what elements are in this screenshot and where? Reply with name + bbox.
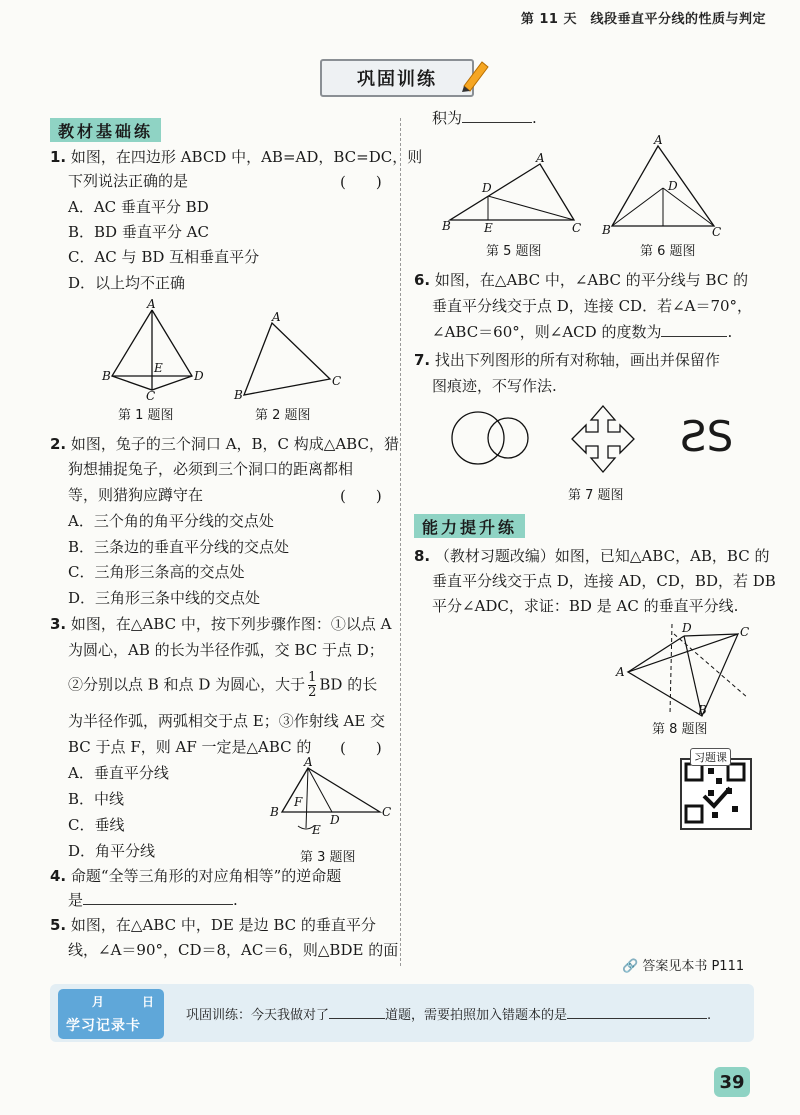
record-text-b: 道题，需要拍照加入错题本的是 — [385, 1008, 568, 1023]
q3-option-c: C．垂线 — [68, 816, 125, 834]
q3-option-a: A．垂直平分线 — [68, 764, 169, 782]
q3-text3a: ②分别以点 B 和点 D 为圆心，大于 — [68, 675, 306, 694]
svg-text:D: D — [668, 179, 678, 193]
svg-text:C: C — [146, 389, 156, 403]
svg-text:B: B — [602, 223, 611, 237]
qr-code[interactable] — [680, 758, 752, 830]
figure-6 — [600, 133, 730, 239]
record-card — [58, 989, 164, 1039]
figure-6-caption: 第 6 题图 — [640, 244, 696, 259]
q4-number: 4. — [50, 867, 67, 885]
pencil-icon — [460, 56, 490, 92]
svg-text:D: D — [194, 369, 204, 383]
q4-line1 — [50, 866, 341, 886]
svg-text:B: B — [698, 703, 707, 717]
q6-text1: 如图，在△ABC 中，∠ABC 的平分线与 BC 的 — [434, 271, 749, 289]
page-title: 巩固训练 — [320, 59, 474, 97]
svg-text:A: A — [654, 133, 663, 147]
q7-number: 7. — [414, 351, 431, 369]
q3-frac-den: 2 — [308, 685, 317, 700]
q8-line3: 平分∠ADC，求证：BD 是 AC 的垂直平分线. — [432, 597, 739, 615]
q3-line1 — [50, 614, 391, 634]
figure-3-caption: 第 3 题图 — [300, 850, 356, 865]
svg-text:B: B — [442, 219, 451, 233]
link-icon: 🔗 — [622, 959, 639, 974]
svg-text:C: C — [382, 805, 392, 819]
record-line: 巩固训练：今天我做对了 道题，需要拍照加入错题本的是 . — [186, 1008, 712, 1023]
svg-text:C: C — [740, 625, 750, 639]
q2-option-a: A．三个角的角平分线的交点处 — [68, 512, 274, 530]
svg-text:B: B — [102, 369, 111, 383]
record-text-a: 巩固训练：今天我做对了 — [186, 1008, 330, 1023]
q2-option-d: D．三角形三条中线的交点处 — [68, 589, 261, 607]
svg-text:C: C — [572, 221, 582, 235]
q1-option-b: B．BD 垂直平分 AC — [68, 223, 209, 241]
q1-text1: 如图，在四边形 ABCD 中，AB=AD，BC=DC，则 — [70, 148, 423, 166]
svg-text:A: A — [616, 665, 625, 679]
figure-1 — [100, 297, 220, 403]
q1-line2: 下列说法正确的是 — [68, 172, 189, 190]
q4-text2: 是 — [68, 891, 84, 909]
q5-number: 5. — [50, 916, 67, 934]
q6-text3: ∠ABC＝60°，则∠ACD 的度数为 — [432, 323, 662, 341]
answer-ref-text: 答案见本书 P111 — [642, 959, 745, 974]
q2-line1 — [50, 434, 399, 454]
q3-frac-num: 1 — [308, 670, 317, 685]
figure-5 — [440, 151, 590, 236]
q7-line1 — [414, 350, 720, 370]
q1-option-a: A．AC 垂直平分 BD — [68, 198, 209, 216]
svg-text:E: E — [154, 361, 163, 375]
q1-option-d: D．以上均不正确 — [68, 274, 186, 292]
q4-line2: 是 . — [68, 891, 238, 909]
q8-text1: （教材习题改编）如图，已知△ABC，AB，BC 的 — [434, 547, 770, 565]
q6-line2: 垂直平分线交于点 D，连接 CD．若∠A＝70°， — [432, 297, 753, 315]
svg-text:D: D — [682, 621, 692, 635]
svg-text:A: A — [147, 297, 156, 311]
svg-text:A: A — [536, 151, 545, 165]
q5-answer-blank[interactable] — [462, 122, 532, 123]
q1-line1 — [50, 147, 422, 167]
q1-number: 1. — [50, 148, 67, 166]
mistake-list-blank[interactable] — [567, 1018, 707, 1019]
q4-answer-blank[interactable] — [83, 904, 233, 905]
q3-paren: ( ) — [340, 739, 382, 757]
figure-8 — [612, 622, 762, 718]
record-month: 月 — [92, 995, 105, 1009]
q6-line1 — [414, 270, 748, 290]
q3-text1: 如图，在△ABC 中，按下列步骤作图：①以点 A — [70, 615, 392, 633]
svg-text:C: C — [712, 225, 722, 239]
q5-line1 — [50, 915, 376, 935]
q7-line2: 图痕迹，不写作法. — [432, 377, 557, 395]
record-day: 日 — [142, 995, 155, 1009]
q3-fraction — [308, 671, 316, 700]
record-card-label: 学习记录卡 — [66, 1018, 141, 1034]
svg-text:D: D — [330, 813, 340, 827]
svg-text:E: E — [484, 221, 493, 235]
figure-5-caption: 第 5 题图 — [486, 244, 542, 259]
q3-line2: 为圆心，AB 的长为半径作弧，交 BC 于点 D； — [68, 641, 384, 659]
q2-line3: 等，则猎狗应蹲守在 — [68, 486, 204, 504]
q4-text1: 命题“全等三角形的对应角相等”的逆命题 — [70, 867, 342, 885]
q2-paren: ( ) — [340, 487, 382, 505]
q3-option-d: D．角平分线 — [68, 842, 156, 860]
q8-line2: 垂直平分线交于点 D，连接 AD，CD，BD，若 DB — [432, 572, 776, 590]
q5-line2: 线，∠A＝90°，CD＝8，AC＝6，则△BDE 的面 — [68, 941, 399, 959]
q6-number: 6. — [414, 271, 431, 289]
q3-line5: BC 于点 F，则 AF 一定是△ABC 的 — [68, 738, 312, 756]
q6-answer-blank[interactable] — [661, 336, 727, 337]
figure-2-caption: 第 2 题图 — [255, 408, 311, 423]
svg-text:F: F — [294, 795, 303, 809]
section-basic: 教材基础练 — [50, 118, 161, 142]
svg-text:E: E — [312, 823, 321, 837]
figure-8-caption: 第 8 题图 — [652, 722, 708, 737]
svg-text:A: A — [272, 310, 281, 324]
figure-2 — [232, 310, 352, 403]
svg-text:B: B — [270, 805, 279, 819]
svg-text:A: A — [304, 755, 313, 769]
figure-7-letters: SS — [674, 412, 740, 461]
q2-number: 2. — [50, 435, 67, 453]
q2-option-b: B．三条边的垂直平分线的交点处 — [68, 538, 290, 556]
q2-line2: 狗想捕捉兔子，必须到三个洞口的距离都相 — [68, 460, 354, 478]
q1-option-c: C．AC 与 BD 互相垂直平分 — [68, 248, 260, 266]
page-number: 39 — [714, 1067, 750, 1097]
q2-option-c: C．三角形三条高的交点处 — [68, 563, 245, 581]
q3-line4: 为半径作弧，两弧相交于点 E；③作射线 AE 交 — [68, 712, 386, 730]
q3-number: 3. — [50, 615, 67, 633]
q8-number: 8. — [414, 547, 431, 565]
figure-7-arrows — [570, 404, 636, 474]
q8-line1 — [414, 546, 769, 566]
section-advanced: 能力提升练 — [414, 514, 525, 538]
svg-text:C: C — [332, 374, 342, 388]
svg-text:B: B — [234, 388, 243, 402]
answer-reference — [622, 955, 744, 974]
correct-count-blank[interactable] — [329, 1018, 385, 1019]
q3-option-b: B．中线 — [68, 790, 125, 808]
q3-text3b: BD 的长 — [319, 675, 378, 694]
q6-line3: ∠ABC＝60°，则∠ACD 的度数为 . — [432, 323, 733, 341]
q1-paren: ( ) — [340, 173, 382, 191]
q5-line3: 积为 . — [432, 109, 537, 127]
figure-3 — [268, 755, 398, 840]
svg-text:D: D — [482, 181, 492, 195]
figure-7-circles — [448, 408, 538, 468]
q5-text3: 积为 — [432, 109, 463, 127]
q5-text1: 如图，在△ABC 中，DE 是边 BC 的垂直平分 — [70, 916, 376, 934]
qr-label: 习题课 — [690, 748, 731, 766]
q3-line3 — [68, 671, 377, 700]
column-divider — [400, 118, 401, 966]
figure-1-caption: 第 1 题图 — [118, 408, 174, 423]
chapter-header: 第 11 天 线段垂直平分线的性质与判定 — [520, 12, 766, 27]
q2-text1: 如图，兔子的三个洞口 A，B，C 构成△ABC，猎 — [70, 435, 399, 453]
q7-text1: 找出下列图形的所有对称轴，画出并保留作 — [434, 351, 720, 369]
figure-7-caption: 第 7 题图 — [568, 488, 624, 503]
